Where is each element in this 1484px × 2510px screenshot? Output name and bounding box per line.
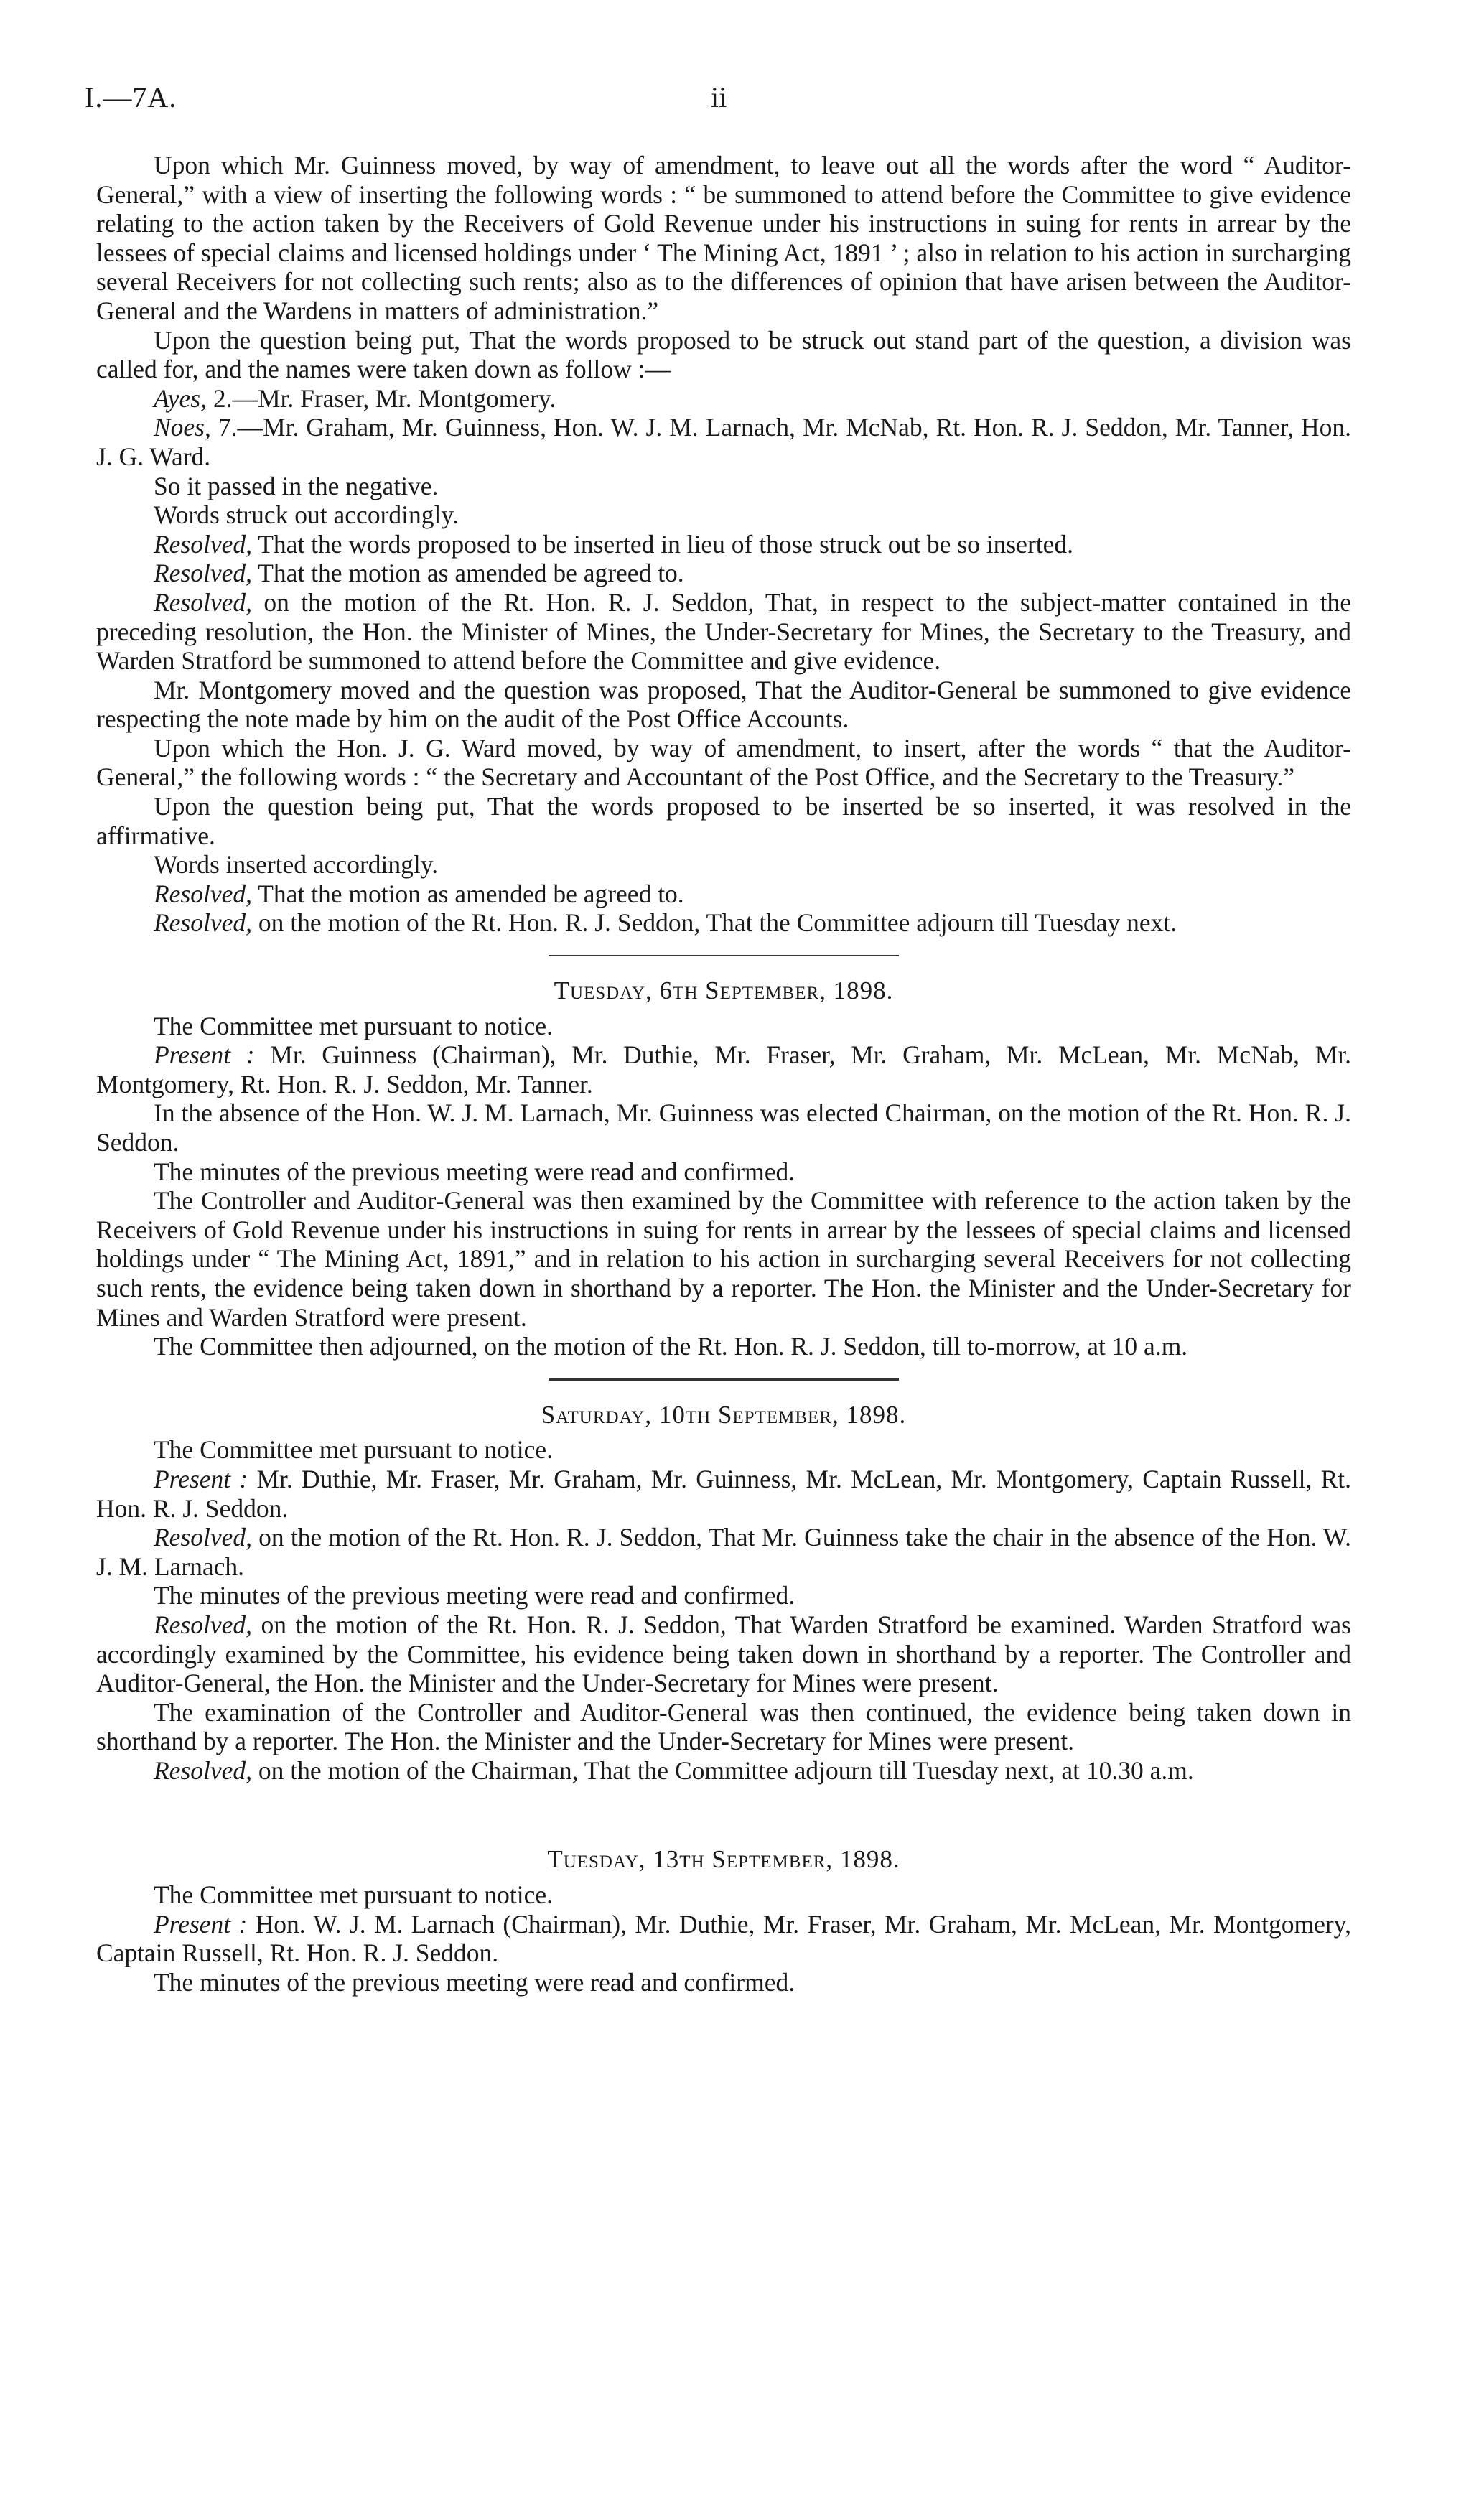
resolved-text: on the motion of the Rt. Hon. R. J. Seddon, That, in respect to the subject-matter contained in the preceding resolution, the Hon. the Minister of Mines, the Under-Secretary for Mines, the Secretary to the Treasury, and Warden Stratford be summoned to attend before the Committee and give evidence. bbox=[96, 587, 1351, 676]
paragraph-question-division: Upon the question being put, That the words proposed to be struck out stand part of the question, a division was called for, and the names were taken down as follow :— bbox=[96, 325, 1351, 384]
meeting-date: Tuesday, 13th September, 1898. bbox=[547, 1845, 900, 1874]
noes-text: 7.—Mr. Graham, Mr. Guinness, Hon. W. J. M. Larnach, Mr. McNab, Rt. Hon. R. J. Seddon, Mr. Tanner, Hon. J. G. Ward. bbox=[96, 413, 1351, 471]
resolved-text: That the words proposed to be inserted in lieu of those struck out be so inserted. bbox=[252, 529, 1074, 559]
paragraph-resolved bbox=[96, 588, 1351, 676]
present-text: Mr. Duthie, Mr. Fraser, Mr. Graham, Mr. Guinness, Mr. McLean, Mr. Montgomery, Captain Russell, Rt. Hon. R. J. Seddon. bbox=[96, 1464, 1351, 1523]
resolved-label: Resolved, bbox=[154, 529, 253, 559]
paragraph-resolved bbox=[96, 908, 1351, 938]
section-divider bbox=[549, 955, 899, 956]
paragraph-absence: In the absence of the Hon. W. J. M. Larnach, Mr. Guinness was elected Chairman, on the motion of the Rt. Hon. R. J. Seddon. bbox=[96, 1098, 1351, 1157]
noes-label: Noes, bbox=[154, 413, 211, 442]
paragraph-met: The Committee met pursuant to notice. bbox=[154, 1435, 554, 1465]
meeting-date: Tuesday, 6th September, 1898. bbox=[554, 976, 894, 1005]
paragraph-negative: So it passed in the negative. bbox=[154, 471, 439, 500]
resolved-label: Resolved, bbox=[154, 1755, 253, 1785]
present-label: Present : bbox=[154, 1464, 248, 1493]
section-spacer bbox=[96, 1785, 1351, 1825]
paper-reference: I.—7A. bbox=[85, 81, 177, 113]
resolved-text: That the motion as amended be agreed to. bbox=[252, 879, 684, 908]
paragraph-minutes: The minutes of the previous meeting were read and confirmed. bbox=[154, 1581, 795, 1610]
paragraph-met: The Committee met pursuant to notice. bbox=[154, 1880, 554, 1910]
paragraph-guinness-amendment: Upon which Mr. Guinness moved, by way of amendment, to leave out all the words after the word “ Auditor-General,” with a view of inserting the following words : “ be summoned to attend before the Committee to give evidence relating to the action taken by the Receivers of Gold Revenue under his instructions in suing for rents in arrear by the lessees of special claims and licensed holdings under ‘ The Mining Act, 1891 ’ ; also in relation to his action in surcharging several Receivers for not collecting such rents; also as to the differences of opinion that have arisen between the Auditor-General and the Wardens in matters of administration.” bbox=[96, 151, 1352, 325]
present-label: Present : bbox=[154, 1909, 248, 1939]
paragraph-minutes: The minutes of the previous meeting were read and confirmed. bbox=[154, 1967, 795, 1997]
paragraph-resolved bbox=[96, 559, 1351, 588]
present-text: Mr. Guinness (Chairman), Mr. Duthie, Mr. Fraser, Mr. Graham, Mr. McLean, Mr. McNab, Mr. Montgomery, Rt. Hon. R. J. Seddon, Mr. Tanner. bbox=[96, 1040, 1351, 1098]
paragraph-present bbox=[96, 1465, 1351, 1523]
resolved-label: Resolved, bbox=[154, 1523, 253, 1552]
paragraph-minutes: The minutes of the previous meeting were read and confirmed. bbox=[154, 1157, 795, 1186]
paragraph-present bbox=[96, 1040, 1351, 1098]
ayes-label: Ayes, bbox=[154, 383, 207, 413]
resolved-label: Resolved, bbox=[154, 559, 253, 588]
paragraph-controller-examined: The Controller and Auditor-General was then examined by the Committee with reference to the action taken by the Receivers of Gold Revenue under his instructions in suing for rents in arrear by the lessees of special claims and licensed holdings under “ The Mining Act, 1891,” and in relation to his action in surcharging several Receivers for not collecting such rents, the evidence being taken down in shorthand by a reporter. The Hon. the Minister and the Under-Secretary for Mines and Warden Stratford were present. bbox=[96, 1186, 1351, 1332]
paragraph-noes bbox=[96, 413, 1351, 471]
resolved-label: Resolved, bbox=[154, 908, 253, 938]
paragraph-inserted: Words inserted accordingly. bbox=[154, 850, 439, 880]
paragraph-question-affirmative: Upon the question being put, That the words proposed to be inserted be so inserted, it was resolved in the affirmative. bbox=[96, 792, 1351, 850]
paragraph-resolved bbox=[96, 1523, 1351, 1581]
paragraph-ayes bbox=[96, 384, 1351, 414]
paragraph-ward-amendment: Upon which the Hon. J. G. Ward moved, by way of amendment, to insert, after the words “ that the Auditor-General,” the following words : “ the Secretary and Accountant of the Post Office, and the Secretary to the Treasury.” bbox=[96, 733, 1351, 792]
paragraph-met: The Committee met pursuant to notice. bbox=[154, 1011, 554, 1040]
resolved-label: Resolved, bbox=[154, 879, 253, 908]
paragraph-resolved bbox=[96, 1756, 1351, 1786]
resolved-text: on the motion of the Rt. Hon. R. J. Seddon, That Mr. Guinness take the chair in the absence of the Hon. W. J. M. Larnach. bbox=[96, 1523, 1351, 1581]
present-text: Hon. W. J. M. Larnach (Chairman), Mr. Duthie, Mr. Fraser, Mr. Graham, Mr. McLean, Mr. Montgomery, Captain Russell, Rt. Hon. R. J. Seddon. bbox=[96, 1909, 1351, 1968]
paragraph-resolved bbox=[96, 880, 1351, 909]
paragraph-examination-continued: The examination of the Controller and Auditor-General was then continued, the evidence being taken down in shorthand by a reporter. The Hon. the Minister and the Under-Secretary for Mines were present. bbox=[96, 1697, 1351, 1756]
paragraph-resolved bbox=[96, 1610, 1351, 1698]
meeting-date: Saturday, 10th September, 1898. bbox=[541, 1400, 907, 1429]
resolved-text: That the motion as amended be agreed to. bbox=[252, 559, 684, 588]
resolved-label: Resolved, bbox=[154, 1610, 253, 1639]
paragraph-present bbox=[96, 1910, 1351, 1968]
paragraph-montgomery-motion: Mr. Montgomery moved and the question was proposed, That the Auditor-General be summoned to give evidence respecting the note made by him on the audit of the Post Office Accounts. bbox=[96, 675, 1351, 734]
resolved-text: on the motion of the Rt. Hon. R. J. Seddon, That the Committee adjourn till Tuesday next. bbox=[252, 908, 1177, 938]
resolved-text: on the motion of the Chairman, That the Committee adjourn till Tuesday next, at 10.30 a.m. bbox=[252, 1755, 1194, 1785]
paragraph-struck: Words struck out accordingly. bbox=[154, 500, 459, 530]
resolved-label: Resolved, bbox=[154, 587, 253, 617]
minutes-body bbox=[96, 151, 1351, 1997]
paragraph-adjourned: The Committee then adjourned, on the motion of the Rt. Hon. R. J. Seddon, till to-morrow, at 10 a.m. bbox=[154, 1332, 1188, 1361]
present-label: Present : bbox=[154, 1040, 255, 1070]
resolved-text: on the motion of the Rt. Hon. R. J. Seddon, That Warden Stratford be examined. Warden Stratford was accordingly examined by the Committee, his evidence being taken down in shorthand by a reporter. The Controller and Auditor-General, the Hon. the Minister and the Under-Secretary for Mines were present. bbox=[96, 1610, 1351, 1698]
page-number: ii bbox=[711, 81, 727, 113]
section-divider bbox=[549, 1378, 899, 1381]
ayes-text: 2.—Mr. Fraser, Mr. Montgomery. bbox=[206, 383, 556, 413]
paragraph-resolved bbox=[96, 530, 1351, 559]
